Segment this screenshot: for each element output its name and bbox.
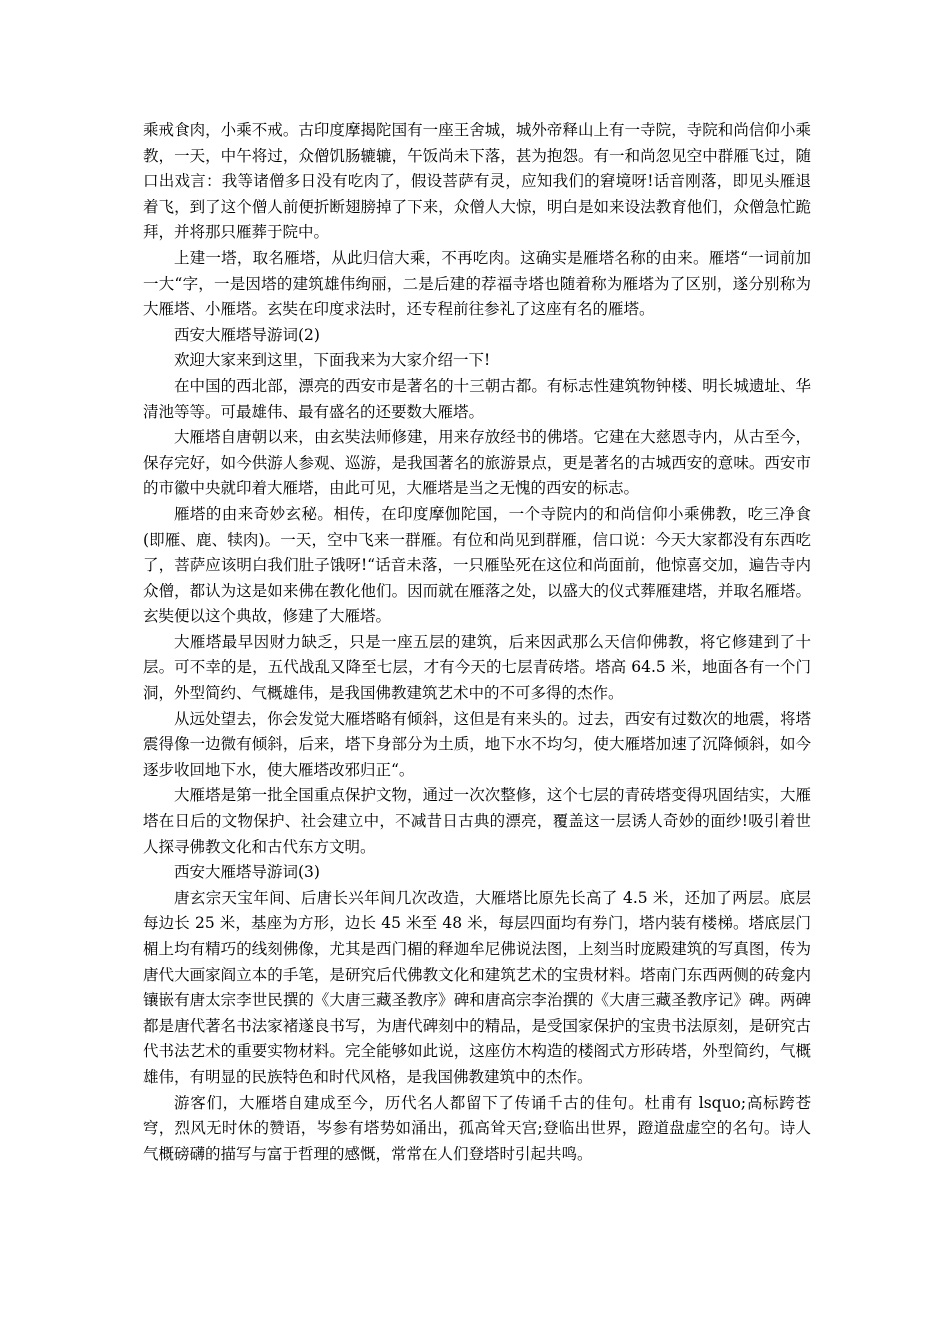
paragraph: 乘戒食肉，小乘不戒。古印度摩揭陀国有一座王舍城，城外帝释山上有一寺院，寺院和尚信仰小乘教，一天，中午将过，众僧饥肠辘辘，午饭尚未下落，甚为抱怨。有一和尚忽见空中群雁飞过，随口出戏言：我等诸僧多日没有吃肉了，假设菩萨有灵，应知我们的窘境呀!话音刚落，即见头雁退着飞，到了这个僧人前便折断翅膀掉了下来，众僧人大惊，明白是如来设法教育他们，众僧急忙跪拜，并将那只雁葬于院中。: [143, 121, 811, 242]
paragraph: 从远处望去，你会发觉大雁塔略有倾斜，这但是有来头的。过去，西安有过数次的地震，将塔震得像一边微有倾斜，后来，塔下身部分为土质，地下水不均匀，使大雁塔加速了沉降倾斜，如今逐步收回地下水，使大雁塔改邪归正“。: [143, 709, 811, 779]
paragraph: 游客们，大雁塔自建成至今，历代名人都留下了传诵千古的佳句。杜甫有 lsquo;高标跨苍穹，烈风无时休的赞语，岑参有塔势如涌出，孤高耸天宫;登临出世界，蹬道盘虚空的名句。诗人气概磅礴的描写与富于哲理的感慨，常常在人们登塔时引起共鸣。: [143, 1093, 811, 1163]
paragraph: 欢迎大家来到这里，下面我来为大家介绍一下!: [174, 351, 491, 370]
paragraph: 大雁塔最早因财力缺乏，只是一座五层的建筑，后来因武那么天信仰佛教，将它修建到了十层。可不幸的是，五代战乱又降至七层，才有今天的七层青砖塔。塔高 64.5 米，地面各有一个门洞，外型简约、气概雄伟，是我国佛教建筑艺术中的不可多得的杰作。: [143, 632, 811, 703]
document-body: [143, 118, 811, 1167]
paragraph: 在中国的西北部，漂亮的西安市是著名的十三朝古都。有标志性建筑物钟楼、明长城遗址、华清池等等。可最雄伟、最有盛名的还要数大雁塔。: [143, 376, 811, 421]
paragraph: 大雁塔自唐朝以来，由玄奘法师修建，用来存放经书的佛塔。它建在大慈恩寺内，从古至今，保存完好，如今供游人参观、巡游，是我国著名的旅游景点，更是著名的古城西安的意味。西安市的市徽中央就印着大雁塔，由此可见，大雁塔是当之无愧的西安的标志。: [143, 428, 811, 498]
paragraph: 唐玄宗天宝年间、后唐长兴年间几次改造，大雁塔比原先长高了 4.5 米，还加了两层。底层每边长 25 米，基座为方形，边长 45 米至 48 米，每层四面均有券门，塔内装有楼梯。塔底层门楣上均有精巧的线刻佛像，尤其是西门楣的释迦牟尼佛说法图，上刻当时庞殿建筑的写真图，传为唐代大画家阎立本的手笔，是研究后代佛教文化和建筑艺术的宝贵材料。塔南门东西两侧的砖龛内镶嵌有唐太宗李世民撰的《大唐三藏圣教序》碑和唐高宗李治撰的《大唐三藏圣教序记》碑。两碑都是唐代著名书法家褚遂良书写，为唐代碑刻中的精品，是受国家保护的宝贵书法原刻，是研究古代书法艺术的重要实物材料。完全能够如此说，这座仿木构造的楼阁式方形砖塔，外型简约，气概雄伟，有明显的民族特色和时代风格，是我国佛教建筑中的杰作。: [143, 888, 811, 1086]
paragraph: 大雁塔是第一批全国重点保护文物，通过一次次整修，这个七层的青砖塔变得巩固结实，大雁塔在日后的文物保护、社会建立中，不减昔日古典的漂亮，覆盖这一层诱人奇妙的面纱!吸引着世人探寻佛教文化和古代东方文明。: [143, 786, 811, 856]
paragraph: 雁塔的由来奇妙玄秘。相传，在印度摩伽陀国，一个寺院内的和尚信仰小乘佛教，吃三净食(即雁、鹿、犊肉)。一天，空中飞来一群雁。有位和尚见到群雁，信口说：今天大家都没有东西吃了，菩萨应该明白我们肚子饿呀!“话音未落，一只雁坠死在这位和尚面前，他惊喜交加，遍告寺内众僧，都认为这是如来佛在教化他们。因而就在雁落之处，以盛大的仪式葬雁建塔，并取名雁塔。玄奘便以这个典故，修建了大雁塔。: [143, 504, 811, 626]
section-heading: 西安大雁塔导游词(3): [174, 863, 320, 882]
paragraph: 上建一塔，取名雁塔，从此归信大乘，不再吃肉。这确实是雁塔名称的由来。雁塔“一词前加一大“字，一是因塔的建筑雄伟绚丽，二是后建的荐福寺塔也随着称为雁塔为了区别，遂分别称为大雁塔、小雁塔。玄奘在印度求法时，还专程前往参礼了这座有名的雁塔。: [143, 248, 811, 319]
section-heading: 西安大雁塔导游词(2): [174, 325, 320, 344]
